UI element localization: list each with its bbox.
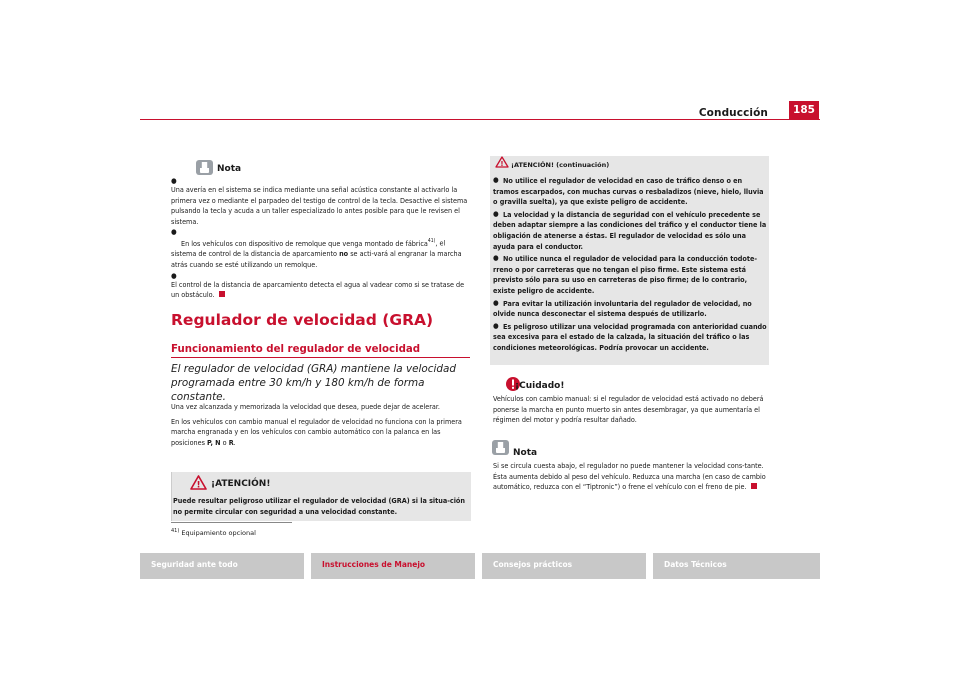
header-rule: [140, 119, 820, 120]
note2-body: [493, 461, 771, 493]
svg-text:!: !: [500, 160, 504, 168]
note2-text: Si se circula cuesta abajo, el regulador no puede mantener la velocidad cons-tante. Ésta aumenta debido al peso del vehículo. Reduzca una marcha (en caso de cambio automático, reduzca con el “Tiptronic”) o frene el vehículo con el freno de pie.: [493, 461, 766, 492]
warning-bullet-5: Es peligroso utilizar una velocidad programada con anterioridad cuando sea excesiva para el estado de la calzada, la situación del tráfico o las condiciones meteorológicas. Podría provocar un accidente.: [493, 321, 767, 352]
end-mark-icon: [219, 291, 225, 297]
subsection-rule: [171, 357, 470, 358]
warning-triangle-small-icon: [495, 156, 509, 168]
svg-text:!: !: [196, 480, 201, 490]
note-body: [171, 177, 471, 301]
warning-triangle-icon: [190, 475, 207, 490]
note-bullet-2-bold: no: [339, 249, 349, 259]
warning-continuation-title: ¡ATENCIÓN! (continuación): [511, 161, 610, 169]
note-bullet-3-text: El control de la distancia de aparcamiento detecta el agua al vadear como si se tratase de un obstáculo.: [171, 279, 465, 300]
warning-bullet-3: No utilice nunca el regulador de velocidad para la conducción todote-rreno o por carreteras que no tengan el piso firme. Este sistema está previsto sólo para su uso en carreteras de piso firme; de lo contrario, existe peligro de accidente.: [493, 254, 758, 295]
bullet-marker: ●: [493, 208, 499, 218]
note-bullet-1: Una avería en el sistema se indica mediante una señal acústica constante al activarlo la primera vez o mediante el parpadeo del testigo de control de la tecla. Desactive el sistema pulsando la tecla y acuda a un taller especializado lo antes posible para que le revisen el sistema.: [171, 185, 468, 226]
note-bullet-2-text-b: , el sistema de control de la distancia de aparcamiento: [171, 238, 446, 259]
footer-tab-datos[interactable]: Datos Técnicos: [653, 553, 820, 579]
warning-text: Puede resultar peligroso utilizar el regulador de velocidad (GRA) si la situa-ción no permite circular con seguridad a una velocidad constante.: [173, 496, 465, 516]
note-icon: [196, 160, 213, 175]
bullet-marker: ●: [493, 253, 499, 263]
section-title: Regulador de velocidad (GRA): [171, 311, 434, 329]
paragraph-2-text: En los vehículos con cambio manual el regulador de velocidad no funciona con la primera marcha engranada y en los vehículos con cambio automático con la palanca en las posiciones: [171, 416, 462, 447]
footnote-ref: 41): [427, 238, 436, 245]
end-mark-icon: [751, 483, 757, 489]
footer-tab-consejos[interactable]: Consejos prácticos: [482, 553, 646, 579]
footer-tab-instrucciones[interactable]: Instrucciones de Manejo: [311, 553, 475, 579]
note2-title: Nota: [513, 448, 538, 458]
warning-title: ¡ATENCIÓN!: [211, 479, 271, 489]
note-title: Nota: [217, 164, 242, 174]
bullet-marker: ●: [493, 297, 499, 307]
section-body: [171, 402, 471, 448]
page-number: 185: [789, 101, 819, 120]
intro-text: El regulador de velocidad (GRA) mantiene la velocidad programada entre 30 km/h y 180 km/h de forma constante.: [171, 363, 456, 403]
footnote: [171, 528, 256, 537]
bullet-marker: ●: [171, 270, 177, 280]
page-title: Conducción: [698, 107, 768, 119]
warning-bullet-4: Para evitar la utilización involuntaria del regulador de velocidad, no olvide nunca desconectar el sistema después de utilizarlo.: [493, 298, 752, 319]
subsection-title: Funcionamiento del regulador de velocidad: [171, 344, 421, 355]
note-bullet-3: [171, 280, 471, 301]
footer-tab-seguridad[interactable]: Seguridad ante todo: [140, 553, 304, 579]
caution-text: Vehículos con cambio manual: si el regulador de velocidad está activado no deberá ponerse la marcha en punto muerto sin antes desembragar, ya que aumentaría el régimen del motor y podría resultar dañado.: [493, 394, 764, 425]
bullet-marker: ●: [171, 227, 177, 237]
note-icon: [492, 440, 509, 455]
warning-continuation-body: [493, 176, 767, 354]
position-r: R: [228, 437, 234, 447]
bullet-marker: ●: [171, 176, 177, 185]
caution-title: ¡Cuidado!: [515, 381, 565, 391]
warning-bullet-1: No utilice el regulador de velocidad en caso de tráfico denso o en tramos escarpados, con muchas curvas o resbaladizos (nieve, hielo, lluvia o gravilla suelta), ya que existe peligro de accidente.: [493, 176, 764, 207]
position-pn: P, N: [207, 437, 221, 447]
bullet-marker: ●: [493, 320, 499, 330]
paragraph-2: [171, 417, 471, 449]
paragraph-2-conj: o: [222, 437, 227, 447]
note-bullet-2-text-c: se acti-vará al engranar la marcha atrás cuando se esté utilizando un remolque.: [171, 249, 462, 269]
note-bullet-2: [171, 236, 471, 270]
warning-bullet-2: La velocidad y la distancia de seguridad con el vehículo precedente se deben adaptar siempre a las condiciones del tráfico y el conductor tiene la obligación de atenerse a éstas. El regulador de velocidad es sólo una ayuda para el conductor.: [493, 209, 767, 251]
footnote-rule: [171, 522, 292, 523]
paragraph-2-end: .: [233, 437, 236, 447]
note-bullet-2-text: En los vehículos con dispositivo de remolque que venga montado de fábrica: [181, 238, 428, 248]
footnote-text: Equipamiento opcional: [181, 529, 256, 538]
bullet-marker: ●: [493, 175, 499, 184]
paragraph-1: Una vez alcanzada y memorizada la velocidad que desea, puede dejar de acelerar.: [171, 402, 440, 411]
footnote-mark: 41): [171, 528, 180, 534]
